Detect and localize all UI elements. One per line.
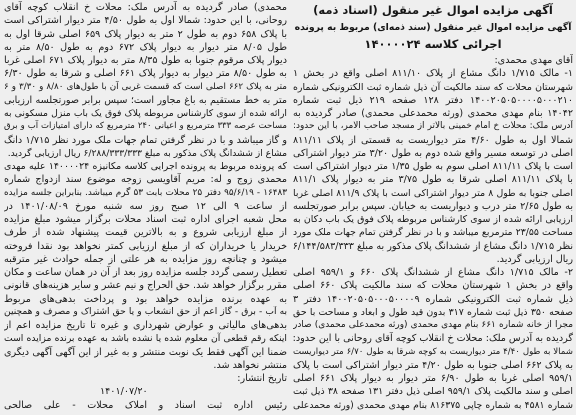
text-line: مشاع از ششدانگ پلاک مذکور به مبلغ ۶/۲۸۸/۳۳۳/۳۳۳ ریال ارزیابی گردید. [7, 147, 287, 159]
text-line: خریدار یا خریداران که از مبلغ ارزیابی کمتر نخواهد بود نقدا فروخته [4, 240, 287, 252]
text-line: ۲- مالک ۱/۷۱۵ دانگ مشاع از ششدانگ پلاک ۶۶۰ و ۹۵۹/۱ اصلی [293, 267, 573, 278]
text-line: طول ۸/۰۵ متر دیوار به دیوار پلاک ۶۷۲ دوم به طول ۸/۵۰ متر به [4, 41, 287, 53]
text-line: اصلی جنوبا به طول ۸ متر دیوار اشتراکی است با پلاک ۸۱۱/۹ اصلی غربا [293, 187, 573, 199]
text-line: اصلی و سند مالکیت پلاک ۹۵۹/۱ اصلی ذیل دفتر ۱۳۱ صفحه ۳۸ ذیل ثبت [293, 386, 573, 398]
text-line: واقع در بخش ۱ شهرستان محلات که سند مالکیت پلاک ۶۶۰ اصلی [293, 280, 573, 292]
paragraph [293, 54, 573, 67]
text-line: ارزیابی ارائه شده از سوی کارشناس مربوطه پلاک فوق یک باب دکان به [293, 214, 573, 225]
text-line: ۱۴۰۴۲ بنام مهدی محمدی (ورثه محمدعلی محمدی) صادر گردیده به [293, 108, 573, 119]
text-line: ضمنا این آگهی فقط یک نوبت منتشر و به غیر از این آگهی آگهی دیگری [4, 346, 287, 358]
text-line: شمالا اول به طول ۴/۶۰ متر دیواریست به قسمتی از پلاک ۸۱۱/۱۱ [293, 134, 573, 146]
text-line: دیوار پلاک مرقوم جنوبا به طول ۸/۳۵ متر به دیوار پلاک ۶۷۱ اصلی غربا [4, 55, 287, 66]
text-line: مساحت عرصه ۳۳۳ مترمربع و اعیانی ۲۴۰ مترمربع که دارای امتیازات آب و برق [4, 121, 287, 132]
text-line: متر به خط مستقیم به باغ مجاور است؛ سپس برابر صورتجلسه ارزیابی [4, 94, 287, 106]
text-line: به عهده برنده مزایده خواهد بود و پرداخت بدهی‌های مربوط [4, 293, 287, 305]
text-line: ذیل شماره ثبت الکترونیکی شماره ۱۴۰۰۲۰۵۰۵۰۰۰۵۰۰۰۰۹ دفتر ۳ [293, 293, 573, 305]
case-number-line: اجرائی کلاسه ۱۴۰۰۰۰۲۴ [364, 37, 502, 51]
notice-title: آگهی مزایده اموال غیر منقول (اسناد ذمه) [313, 3, 553, 17]
text-line: ارائه شده از سوی کارشناس مربوطه پلاک فوق یک باب منزل مسکونی به [4, 108, 287, 119]
text-line: ۹۵۹/۱ اصلی غربا به طول ۶/۹۰ متر دیوار به دیوار پلاک ۶۶۱ اصلی [293, 373, 573, 384]
text-line: اصلی در توسعه مسیر واقع شده دوم به طول ۳/۲۰ متر دیوار اشتراکی [293, 147, 573, 159]
text-line: به طول ۲/۶۵ متر درب و دیواریست به خیابان. سپس برابر صورتجلسه [293, 200, 573, 212]
text-line: گردیده به آدرس ملک: محلات خ انقلاب کوچه آقای روحانی با این حدود: [293, 333, 573, 345]
text-line: آدرس ملک: محلات خ امام خمینی بالاتر از مسجد صاحب الامر، با این حدود: [293, 121, 573, 132]
text-line: نظر ۱/۷۱۵ دانگ مشاع از ششدانگ پلاک مذکور به مبلغ ۶/۱۴۴/۵۸۳/۳۳۳ [293, 240, 573, 252]
publish-date: ۱۴۰۱/۰۷/۲۰ [100, 386, 148, 398]
text-line: محل شعبه اجرای اداره ثبت اسناد محلات برگزار میشود مبلغ مزایده [4, 214, 287, 225]
paragraph [293, 266, 573, 412]
text-line: مساحت ۲۳/۵۵ مترمربع میباشد و با در نظر گرفتن تمام جهات ملک مورد [293, 227, 573, 239]
text-line: ۱۴۰۰۲۰۵۰۵۰۰۰۰۵۰۰۰۲۱۰ دفتر ۱۲۸ صفحه ۲۱۹ ذیل ثبت شماره [293, 94, 573, 106]
text-line: متر به پلاک ۶۶۲ اصلی است که قسمت غربی آن با طول‌های ۸/۸۰ و ۳/۳۰ و ۶ [4, 81, 287, 92]
text-line: با پلاک ۸۱۱/۱۱ اصلی شرقا به طول ۳/۷۵ متر به دیوار پلاک ۸۱۱/۱ [293, 174, 573, 186]
text-line: با پلاک ۶۵۸ دوم به طول ۲ متر به دیوار پلاک ۶۵۹ اصلی شرقا اول به [4, 28, 287, 40]
text-line: مجرا از خانه شماره ۶۶۱ بنام مهدی محمدی (ورثه محمدعلی محمدی) صادر [293, 320, 573, 330]
text-line: شماره ۴۵۸۱ به شماره چاپی ۸۱۶۳۷۵ بنام مهدی محمدی (ورثه محمدعلی [293, 399, 573, 411]
text-line: از مبلغ ارزیابی شروع و به بالاترین قیمت پیشنهاد شده از طرف [4, 227, 287, 239]
signature-line: رئیس اداره ثبت اسناد و املاک محلات - علی صالحی [4, 399, 287, 411]
text-line: شهرستان محلات که سند مالکیت آن ذیل شماره ثبت الکترونیکی شماره [293, 81, 573, 93]
text-line: صفحه ۳۵۰ ذیل ثبت شماره ۳۱۷ بدون قید طول و ابعاد و مساحت با حق [293, 306, 573, 318]
text-line: شمالا به طول ۴/۴۰ متر دیواریست به کوچه شرقا به طول ۶/۷۰ متر دیواریست [293, 346, 573, 357]
text-line: بدهی‌های مالیاتی و عوارض شهرداری و غیره تا تاریخ مزایده اعم از [4, 320, 287, 331]
text-line: آقای مهدی محمدی: [494, 55, 573, 66]
text-line: میشود و چنانچه روز مزایده به هر علتی از جمله حوادث غیر مترقبه [4, 253, 287, 265]
notice-subtitle: آگهی مزایده اموال غیر منقول (سند ذمه‌ای) مربوط به پرونده [294, 22, 572, 33]
text-line: از ساعت ۹ الی ۱۲ صبح روز سه شنبه مورخ ۱۴۰۱/۰۸/۰۹ در [4, 200, 287, 212]
text-line: محمدی زوج و له: مریم آقاویسی زوجه موضوع سند ازدواج شماره [4, 174, 287, 186]
paragraph [4, 160, 287, 372]
text-line: ۱- مالک ۱/۷۱۵ دانگ مشاع از پلاک ۸۱۱/۱۰ اصلی واقع در بخش ۱ [293, 68, 573, 80]
text-line: منتشر نخواهد شد. [213, 359, 287, 371]
paragraph [4, 1, 287, 160]
text-line: محمدی) صادر گردیده به آدرس ملک: محلات خ انقلاب کوچه آقای [4, 2, 287, 13]
text-line: به پلاک ۶۶۲ اصلی جنوبا به طول ۴/۲۰ متر دیوار اشتراکی است با پلاک [293, 359, 573, 371]
text-line: است با پلاک ۸۱۱/۱۱ اصلی سوم به طول ۱/۳۵ متر دیوار اشتراکی است [293, 161, 573, 172]
text-line: مقرر برگزار خواهد شد. حق الحراج و نیم عشر و سایر هزینه‌های قانونی [4, 280, 287, 292]
text-line: تعطیل رسمی گردد جلسه مزایده روز بعد از آن در همان ساعت و مکان [4, 267, 287, 278]
right-column [293, 0, 573, 415]
publish-date-label: تاریخ انتشار: [237, 373, 287, 384]
text-line: ریال ارزیابی گردید. [496, 253, 573, 265]
text-line: به آب - برق - گاز اعم از حق انشعاب و یا حق اشتراک و مصرف و همچنین [4, 306, 287, 317]
notice-footer [4, 372, 287, 412]
text-line: به طول ۸/۵۰ متر دیوار به دیوار پلاک ۶۶۱ اصلی و شرقا به طول ۶/۳۰ [4, 68, 287, 80]
notice-header [293, 2, 573, 54]
paragraph [293, 67, 573, 266]
text-line: ۱۶۴۸۳ - ۹۵/۶/۱۹ دفتر ۲۵ محلات بابت ۵۳ گرم میباشد. بنابراین جلسه مزایده [4, 187, 287, 198]
right-column-text [293, 54, 573, 412]
left-column [4, 0, 287, 415]
text-line: و گاز میباشد و با در نظر گرفتن تمام جهات ملک مورد نظر ۱/۷۱۵ دانگ [4, 134, 287, 146]
text-line: اینکه رقم قطعی آن معلوم شده یا نشده باشد به عهده برنده مزایده است [4, 333, 287, 345]
text-line: روحانی، با این حدود: شمالا اول به طول ۴/۵۰ متر دیوار اشتراکی است [4, 15, 287, 27]
left-column-text [4, 1, 287, 372]
text-line: که پرونده مربوط به پرونده اجرایی کلاسه مکانیزه ۱۴۰۰۰۰۲۴ علیه مهدی [4, 161, 287, 172]
